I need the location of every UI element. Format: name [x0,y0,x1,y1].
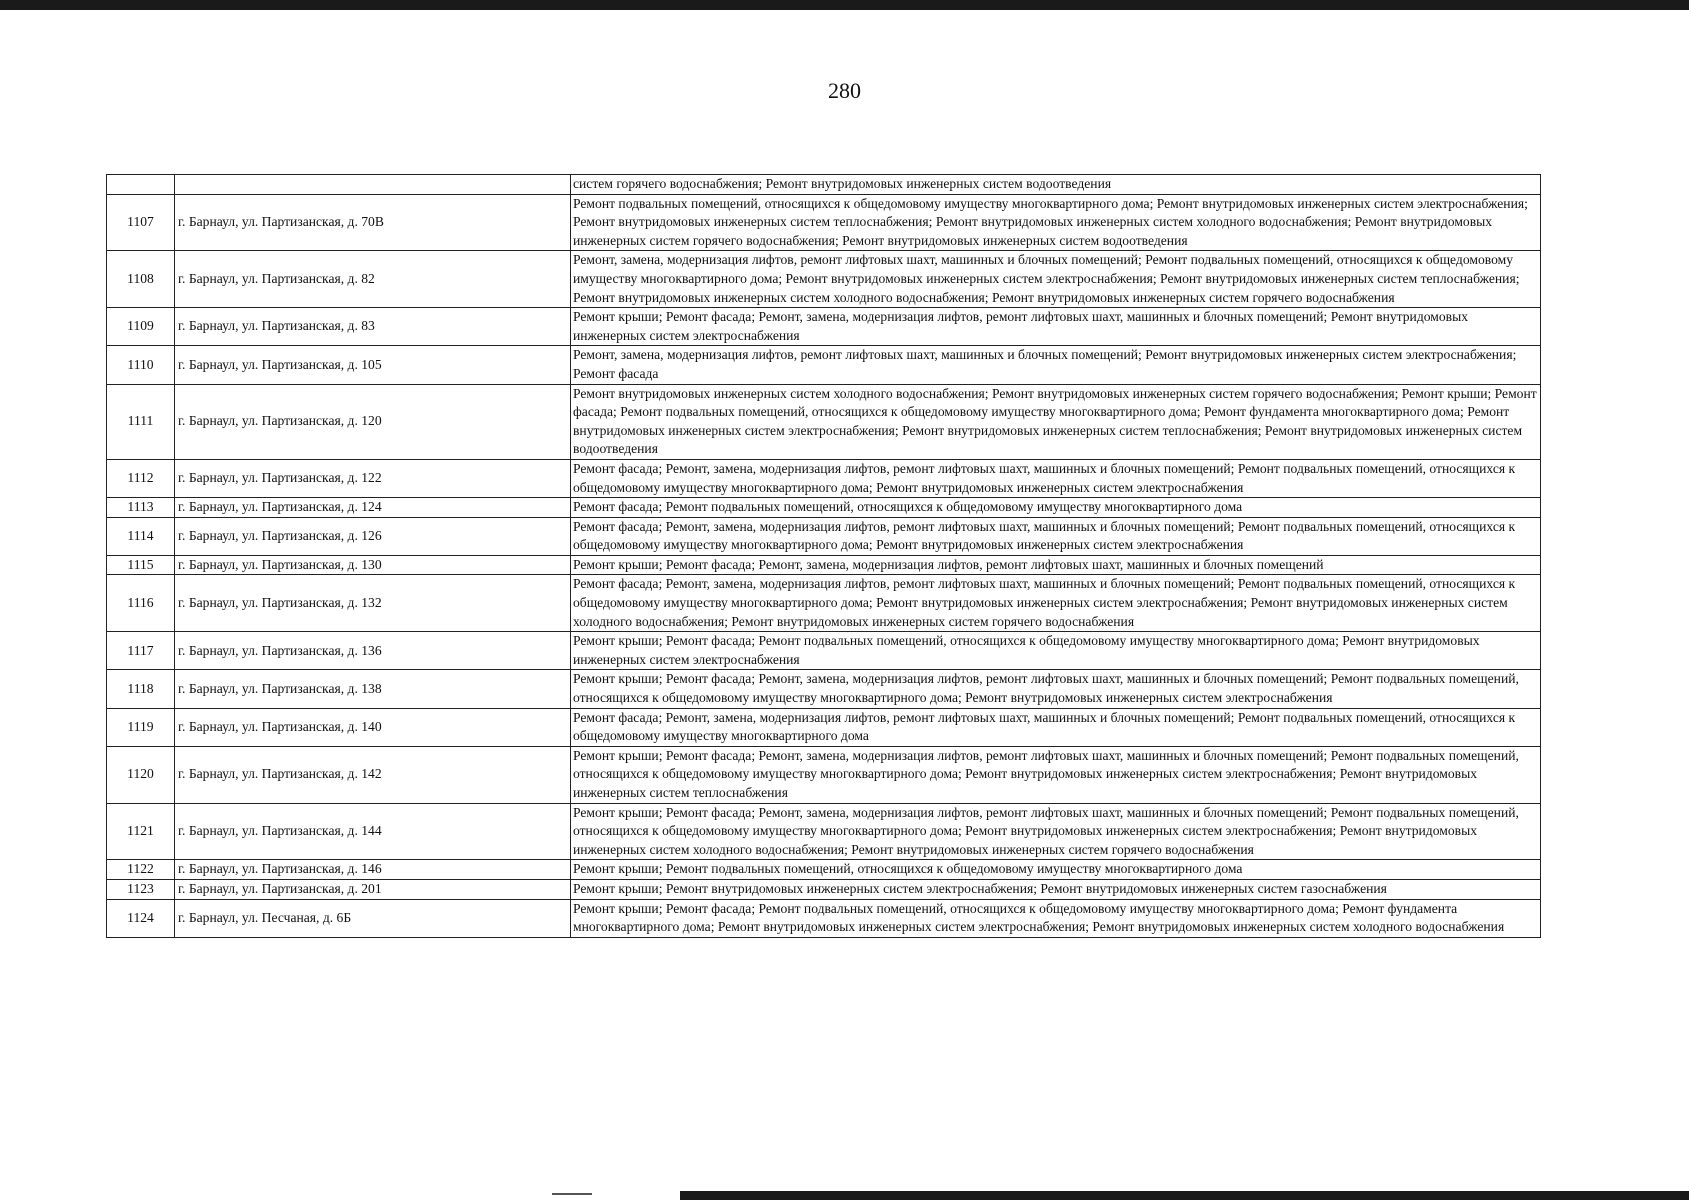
bottom-scan-border [680,1191,1689,1200]
table-row [107,251,1541,308]
address-cell: г. Барнаул, ул. Песчаная, д. 6Б [175,899,571,937]
works-cell: Ремонт крыши; Ремонт фасада; Ремонт подвальных помещений, относящихся к общедомовому имуществу многоквартирного дома; Ремонт фундамента многоквартирного дома; Ремонт внутридомовых инженерных систем электроснабжения; Ремонт внутридомовых инженерных систем холодного водоснабжения [571,899,1541,937]
address-cell: г. Барнаул, ул. Партизанская, д. 124 [175,498,571,518]
table-row [107,899,1541,937]
row-number-cell: 1113 [107,498,175,518]
row-number-cell: 1114 [107,517,175,555]
works-cell: Ремонт фасада; Ремонт, замена, модернизация лифтов, ремонт лифтовых шахт, машинных и блочных помещений; Ремонт подвальных помещений, относящихся к общедомовому имуществу многоквартирного дома [571,708,1541,746]
row-number-cell: 1116 [107,575,175,632]
table-row [107,670,1541,708]
table-row [107,517,1541,555]
row-number-cell: 1120 [107,746,175,803]
works-cell: Ремонт крыши; Ремонт фасада; Ремонт, замена, модернизация лифтов, ремонт лифтовых шахт, машинных и блочных помещений; Ремонт подвальных помещений, относящихся к общедомовому имуществу многоквартирного дома; Ремонт внутридомовых инженерных систем электроснабжения [571,670,1541,708]
table-row [107,555,1541,575]
works-cell: Ремонт крыши; Ремонт внутридомовых инженерных систем электроснабжения; Ремонт внутридомовых инженерных систем газоснабжения [571,879,1541,899]
works-cell: Ремонт крыши; Ремонт фасада; Ремонт, замена, модернизация лифтов, ремонт лифтовых шахт, машинных и блочных помещений; Ремонт подвальных помещений, относящихся к общедомовому имуществу многоквартирного дома; Ремонт внутридомовых инженерных систем электроснабжения; Ремонт внутридомовых инженерных систем теплоснабжения [571,746,1541,803]
row-number-cell: 1108 [107,251,175,308]
address-cell: г. Барнаул, ул. Партизанская, д. 140 [175,708,571,746]
table-row [107,459,1541,497]
works-cell: Ремонт крыши; Ремонт фасада; Ремонт, замена, модернизация лифтов, ремонт лифтовых шахт, машинных и блочных помещений [571,555,1541,575]
table-row [107,308,1541,346]
scan-artifact [552,1193,592,1195]
row-number-cell: 1122 [107,860,175,880]
table-row [107,175,1541,195]
table-row [107,632,1541,670]
address-cell: г. Барнаул, ул. Партизанская, д. 122 [175,459,571,497]
row-number-cell [107,175,175,195]
works-cell: Ремонт крыши; Ремонт подвальных помещений, относящихся к общедомовому имуществу многоквартирного дома [571,860,1541,880]
works-cell: Ремонт фасада; Ремонт, замена, модернизация лифтов, ремонт лифтовых шахт, машинных и блочных помещений; Ремонт подвальных помещений, относящихся к общедомовому имуществу многоквартирного дома; Ремонт внутридомовых инженерных систем электроснабжения [571,459,1541,497]
works-cell: Ремонт, замена, модернизация лифтов, ремонт лифтовых шахт, машинных и блочных помещений; Ремонт внутридомовых инженерных систем электроснабжения; Ремонт фасада [571,346,1541,384]
address-cell: г. Барнаул, ул. Партизанская, д. 120 [175,384,571,459]
row-number-cell: 1119 [107,708,175,746]
table-row [107,803,1541,860]
address-cell: г. Барнаул, ул. Партизанская, д. 126 [175,517,571,555]
table-row [107,879,1541,899]
address-cell: г. Барнаул, ул. Партизанская, д. 136 [175,632,571,670]
table-row [107,575,1541,632]
address-cell: г. Барнаул, ул. Партизанская, д. 201 [175,879,571,899]
address-cell: г. Барнаул, ул. Партизанская, д. 146 [175,860,571,880]
works-cell: Ремонт фасада; Ремонт подвальных помещений, относящихся к общедомовому имуществу многоквартирного дома [571,498,1541,518]
works-cell: Ремонт фасада; Ремонт, замена, модернизация лифтов, ремонт лифтовых шахт, машинных и блочных помещений; Ремонт подвальных помещений, относящихся к общедомовому имуществу многоквартирного дома; Ремонт внутридомовых инженерных систем электроснабжения [571,517,1541,555]
row-number-cell: 1117 [107,632,175,670]
row-number-cell: 1123 [107,879,175,899]
address-cell: г. Барнаул, ул. Партизанская, д. 130 [175,555,571,575]
row-number-cell: 1121 [107,803,175,860]
works-cell: Ремонт крыши; Ремонт фасада; Ремонт, замена, модернизация лифтов, ремонт лифтовых шахт, машинных и блочных помещений; Ремонт подвальных помещений, относящихся к общедомовому имуществу многоквартирного дома; Ремонт внутридомовых инженерных систем электроснабжения; Ремонт внутридомовых инженерных систем холодного водоснабжения; Ремонт внутридомовых инженерных систем горячего водоснабжения [571,803,1541,860]
row-number-cell: 1107 [107,194,175,251]
address-cell: г. Барнаул, ул. Партизанская, д. 132 [175,575,571,632]
works-cell: Ремонт крыши; Ремонт фасада; Ремонт подвальных помещений, относящихся к общедомовому имуществу многоквартирного дома; Ремонт внутридомовых инженерных систем электроснабжения [571,632,1541,670]
table-row [107,708,1541,746]
page-number: 280 [828,78,861,103]
address-cell [175,175,571,195]
address-cell: г. Барнаул, ул. Партизанская, д. 138 [175,670,571,708]
address-cell: г. Барнаул, ул. Партизанская, д. 82 [175,251,571,308]
row-number-cell: 1115 [107,555,175,575]
row-number-cell: 1109 [107,308,175,346]
works-table [106,174,1541,938]
row-number-cell: 1118 [107,670,175,708]
table-row [107,498,1541,518]
works-table-body [107,175,1541,938]
address-cell: г. Барнаул, ул. Партизанская, д. 144 [175,803,571,860]
top-scan-border [0,0,1689,10]
address-cell: г. Барнаул, ул. Партизанская, д. 83 [175,308,571,346]
works-cell: систем горячего водоснабжения; Ремонт внутридомовых инженерных систем водоотведения [571,175,1541,195]
row-number-cell: 1110 [107,346,175,384]
table-row [107,346,1541,384]
works-cell: Ремонт, замена, модернизация лифтов, ремонт лифтовых шахт, машинных и блочных помещений; Ремонт подвальных помещений, относящихся к общедомовому имуществу многоквартирного дома; Ремонт внутридомовых инженерных систем электроснабжения; Ремонт внутридомовых инженерных систем теплоснабжения; Ремонт внутридомовых инженерных систем холодного водоснабжения; Ремонт внутридомовых инженерных систем горячего водоснабжения [571,251,1541,308]
row-number-cell: 1112 [107,459,175,497]
table-row [107,746,1541,803]
works-cell: Ремонт крыши; Ремонт фасада; Ремонт, замена, модернизация лифтов, ремонт лифтовых шахт, машинных и блочных помещений; Ремонт внутридомовых инженерных систем электроснабжения [571,308,1541,346]
table-row [107,384,1541,459]
table-row [107,194,1541,251]
row-number-cell: 1124 [107,899,175,937]
address-cell: г. Барнаул, ул. Партизанская, д. 105 [175,346,571,384]
table-row [107,860,1541,880]
works-cell: Ремонт внутридомовых инженерных систем холодного водоснабжения; Ремонт внутридомовых инженерных систем горячего водоснабжения; Ремонт крыши; Ремонт фасада; Ремонт подвальных помещений, относящихся к общедомовому имуществу многоквартирного дома; Ремонт фундамента многоквартирного дома; Ремонт внутридомовых инженерных систем электроснабжения; Ремонт внутридомовых инженерных систем теплоснабжения; Ремонт внутридомовых инженерных систем водоотведения [571,384,1541,459]
address-cell: г. Барнаул, ул. Партизанская, д. 142 [175,746,571,803]
address-cell: г. Барнаул, ул. Партизанская, д. 70В [175,194,571,251]
works-cell: Ремонт подвальных помещений, относящихся к общедомовому имуществу многоквартирного дома; Ремонт внутридомовых инженерных систем электроснабжения; Ремонт внутридомовых инженерных систем теплоснабжения; Ремонт внутридомовых инженерных систем холодного водоснабжения; Ремонт внутридомовых инженерных систем горячего водоснабжения; Ремонт внутридомовых инженерных систем водоотведения [571,194,1541,251]
works-cell: Ремонт фасада; Ремонт, замена, модернизация лифтов, ремонт лифтовых шахт, машинных и блочных помещений; Ремонт подвальных помещений, относящихся к общедомовому имуществу многоквартирного дома; Ремонт внутридомовых инженерных систем электроснабжения; Ремонт внутридомовых инженерных систем холодного водоснабжения; Ремонт внутридомовых инженерных систем горячего водоснабжения [571,575,1541,632]
row-number-cell: 1111 [107,384,175,459]
